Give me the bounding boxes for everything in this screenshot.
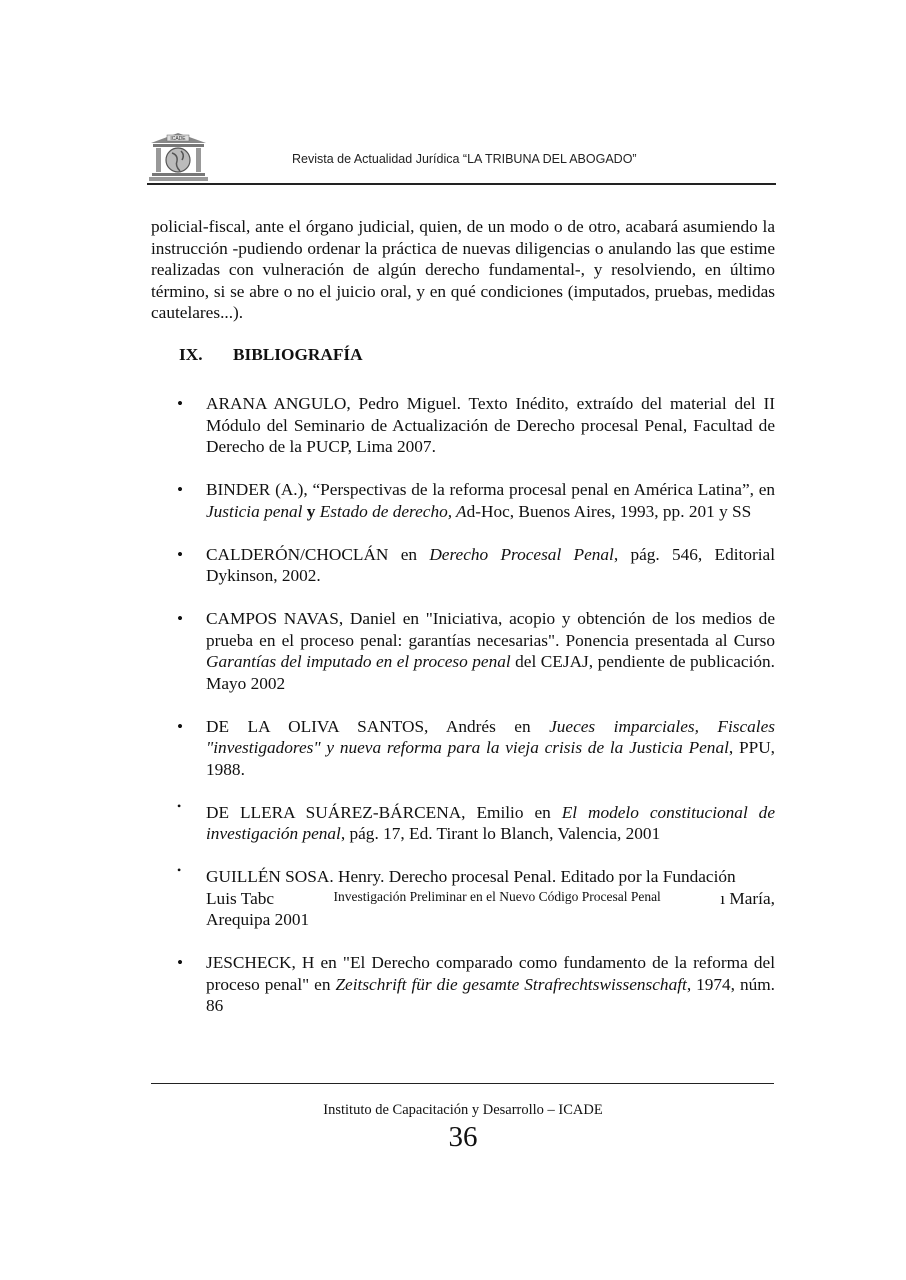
bibliography-item bbox=[151, 798, 775, 845]
entry-text: JESCHECK, H en "El Derecho comparado como fundamento de la reforma del proceso penal" en bbox=[206, 953, 775, 994]
icade-logo bbox=[147, 131, 210, 183]
bullet-icon: • bbox=[177, 953, 184, 972]
entry-text: , 1974, núm. 86 bbox=[206, 974, 776, 1015]
bibliography-item bbox=[151, 479, 775, 522]
entry-title: Zeitschrift für die gesamte Strafrechtswissenschaft bbox=[335, 974, 687, 994]
entry-text: Arequipa 2001 bbox=[206, 910, 310, 929]
header-divider bbox=[147, 183, 776, 185]
bibliography-item bbox=[151, 544, 775, 587]
section-number: IX. bbox=[179, 344, 203, 364]
entry-text: , pág. 546, Editorial Dykinson, 2002. bbox=[206, 544, 776, 585]
entry-text: y bbox=[302, 501, 320, 521]
bullet-icon: • bbox=[177, 480, 184, 499]
entry-text: ı María, bbox=[720, 888, 775, 908]
bullet-icon: • bbox=[177, 544, 184, 564]
entry-text: , PPU, 1988. bbox=[206, 738, 775, 779]
bibliography-item bbox=[151, 952, 775, 1017]
bibliography-list bbox=[151, 393, 775, 1017]
bullet-icon: • bbox=[177, 394, 184, 413]
entry-text: del CEJAJ, pendiente de publicación. Mayo 2002 bbox=[206, 652, 775, 693]
entry-text: GUILLÉN SOSA. Henry. Derecho procesal Penal. Editado por la Fundación bbox=[206, 867, 736, 886]
entry-text: , pág. 17, Ed. Tirant lo Blanch, Valencia, 2001 bbox=[340, 824, 661, 843]
entry-title: Justicia penal bbox=[206, 501, 303, 521]
footer-institution: Instituto de Capacitación y Desarrollo – ICADE bbox=[323, 1102, 603, 1118]
entry-text: DE LLERA SUÁREZ-BÁRCENA, Emilio en bbox=[206, 802, 562, 822]
entry-text: CAMPOS NAVAS, Daniel en "Iniciativa, acopio y obtención de los medios de prueba en el proceso penal: garantías necesarias". Ponencia presentada al Curso bbox=[206, 609, 775, 650]
bullet-icon: • bbox=[177, 863, 182, 877]
bibliography-item bbox=[151, 716, 775, 781]
journal-header-title: Revista de Actualidad Jurídica “LA TRIBUNA DEL ABOGADO” bbox=[292, 152, 637, 166]
entry-title: Estado de derecho, A bbox=[319, 501, 467, 521]
section-heading bbox=[179, 344, 775, 366]
entry-title: El modelo constitucional de investigación penal bbox=[206, 802, 775, 843]
overlapping-running-title: Investigación Preliminar en el Nuevo Código Procesal Penal bbox=[333, 888, 661, 904]
entry-title: Jueces imparciales, Fiscales "investigadores" y nueva reforma para la vieja crisis de la Justicia Penal bbox=[206, 716, 775, 757]
bullet-icon: • bbox=[177, 798, 182, 813]
entry-title: Derecho Procesal Penal bbox=[429, 544, 614, 564]
bibliography-item bbox=[151, 608, 775, 694]
entry-text: BINDER (A.), “Perspectivas de la reforma procesal penal en América Latina”, en bbox=[206, 480, 775, 499]
bullet-icon: • bbox=[177, 716, 184, 736]
entry-text: Luis Tabc bbox=[206, 888, 275, 908]
bullet-icon: • bbox=[177, 609, 184, 628]
page-number: 36 bbox=[448, 1121, 478, 1153]
entry-text: ARANA ANGULO, Pedro Miguel. Texto Inédito, extraído del material del II Módulo del Seminario de Actualización de Derecho procesal Penal, Facultad de Derecho de la PUCP, Lima 2007. bbox=[206, 394, 775, 456]
entry-text: DE LA OLIVA SANTOS, Andrés en bbox=[206, 716, 550, 736]
intro-paragraph: policial-fiscal, ante el órgano judicial, quien, de un modo o de otro, acabará asumiendo la instrucción -pudiendo ordenar la práctica de nuevas diligencias o anulando las que estime realizadas con vulneración de algún derecho fundamental-, y resolviendo, en último término, si se abre o no el juicio oral, y en qué condiciones (imputados, pruebas, medidas cautelares...). bbox=[151, 217, 775, 322]
bibliography-item bbox=[151, 863, 775, 931]
bibliography-item bbox=[151, 393, 775, 458]
section-title: BIBLIOGRAFÍA bbox=[233, 344, 363, 364]
entry-line bbox=[206, 866, 775, 888]
footer-divider bbox=[151, 1083, 774, 1084]
entry-title: Garantías del imputado en el proceso penal bbox=[206, 652, 511, 671]
svg-text:ICADE: ICADE bbox=[170, 136, 186, 142]
page-body bbox=[151, 216, 775, 1038]
entry-text: d-Hoc, Buenos Aires, 1993, pp. 201 y SS bbox=[466, 501, 752, 521]
entry-line bbox=[206, 888, 775, 910]
entry-text: CALDERÓN/CHOCLÁN en bbox=[206, 544, 430, 564]
